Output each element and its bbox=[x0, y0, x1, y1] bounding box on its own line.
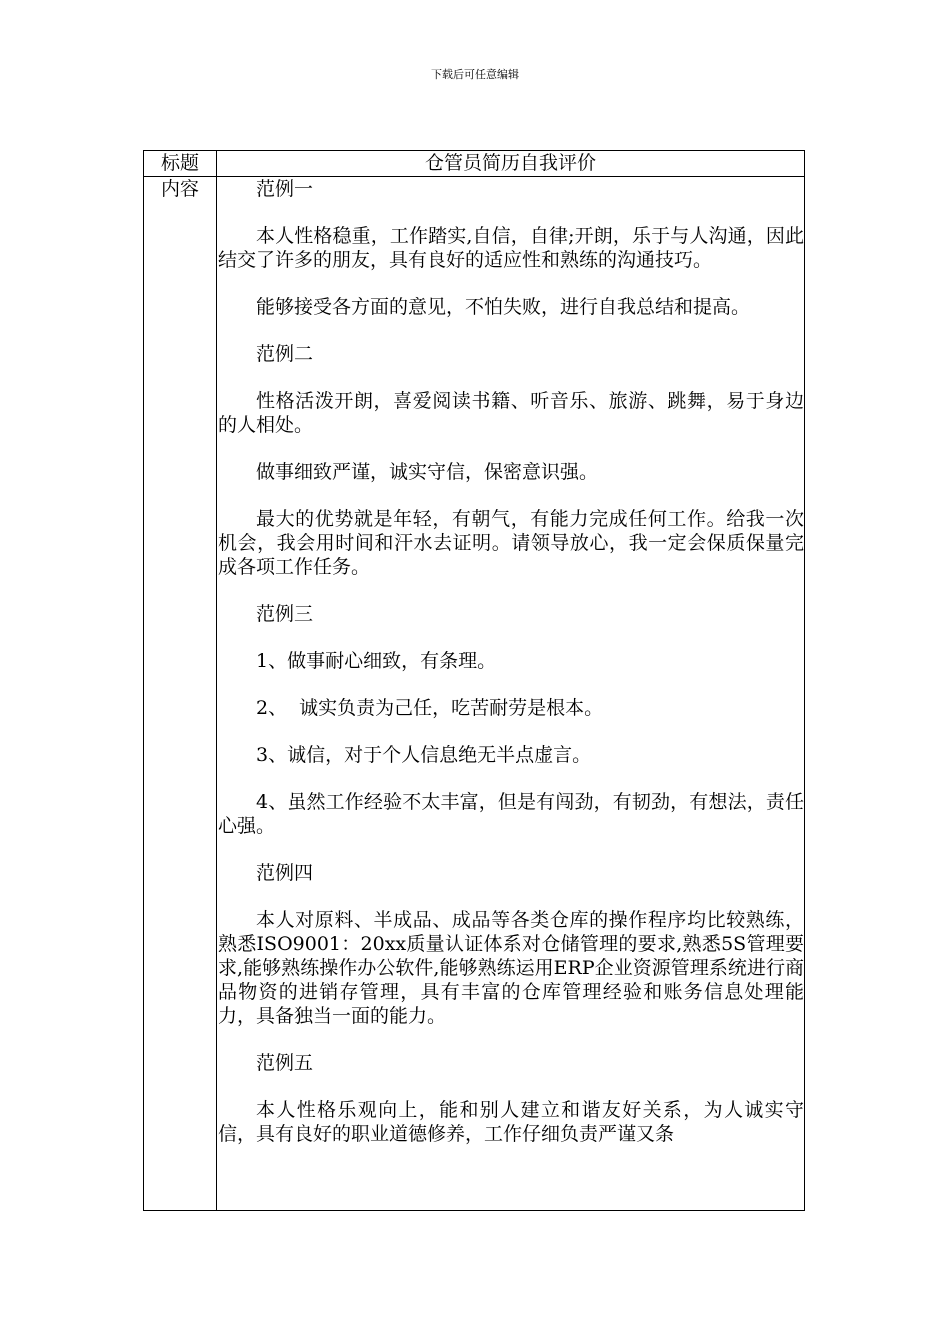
paragraph: 做事细致严谨，诚实守信，保密意识强。 bbox=[256, 461, 599, 483]
content-row bbox=[144, 177, 805, 1211]
title-row bbox=[144, 151, 805, 177]
list-item: 3、诚信，对于个人信息绝无半点虚言。 bbox=[256, 744, 592, 766]
example-heading-3: 范例三 bbox=[256, 603, 314, 625]
paragraph: 最大的优势就是年轻，有朝气，有能力完成任何工作。给我一次机会，我会用时间和汗水去证明。请领导放心，我一定会保质保量完成各项工作任务。 bbox=[218, 508, 804, 578]
content-label-cell: 内容 bbox=[144, 177, 217, 1211]
self-evaluation-table bbox=[143, 150, 805, 1211]
paragraph: 能够接受各方面的意见，不怕失败，进行自我总结和提高。 bbox=[256, 296, 751, 318]
content-cell bbox=[217, 177, 805, 1211]
list-item: 2、 诚实负责为己任，吃苦耐劳是根本。 bbox=[256, 697, 604, 719]
example-heading-1: 范例一 bbox=[256, 178, 314, 200]
page-header-note: 下载后可任意编辑 bbox=[431, 68, 519, 81]
example-heading-5: 范例五 bbox=[256, 1052, 314, 1074]
title-label-cell: 标题 bbox=[144, 151, 217, 177]
content-body bbox=[217, 177, 804, 1169]
paragraph: 本人对原料、半成品、成品等各类仓库的操作程序均比较熟练，熟悉ISO9001：20xx质量认证体系对仓储管理的要求,熟悉5S管理要求,能够熟练操作办公软件,能够熟练运用ERP企业资源管理系统进行商品物资的进销存管理，具有丰富的仓库管理经验和账务信息处理能力，具备独当一面的能力。 bbox=[218, 909, 804, 1027]
paragraph: 本人性格稳重，工作踏实,自信，自律;开朗，乐于与人沟通，因此结交了许多的朋友，具有良好的适应性和熟练的沟通技巧。 bbox=[218, 225, 804, 271]
example-heading-2: 范例二 bbox=[256, 343, 314, 365]
list-item: 1、做事耐心细致，有条理。 bbox=[256, 650, 497, 672]
example-heading-4: 范例四 bbox=[256, 862, 314, 884]
document-title-cell: 仓管员简历自我评价 bbox=[217, 151, 805, 177]
paragraph: 本人性格乐观向上，能和别人建立和谐友好关系，为人诚实守信，具有良好的职业道德修养，工作仔细负责严谨又条 bbox=[218, 1099, 804, 1145]
list-item: 4、虽然工作经验不太丰富，但是有闯劲，有韧劲，有想法，责任心强。 bbox=[218, 791, 804, 837]
paragraph: 性格活泼开朗，喜爱阅读书籍、听音乐、旅游、跳舞，易于身边的人相处。 bbox=[218, 390, 804, 436]
